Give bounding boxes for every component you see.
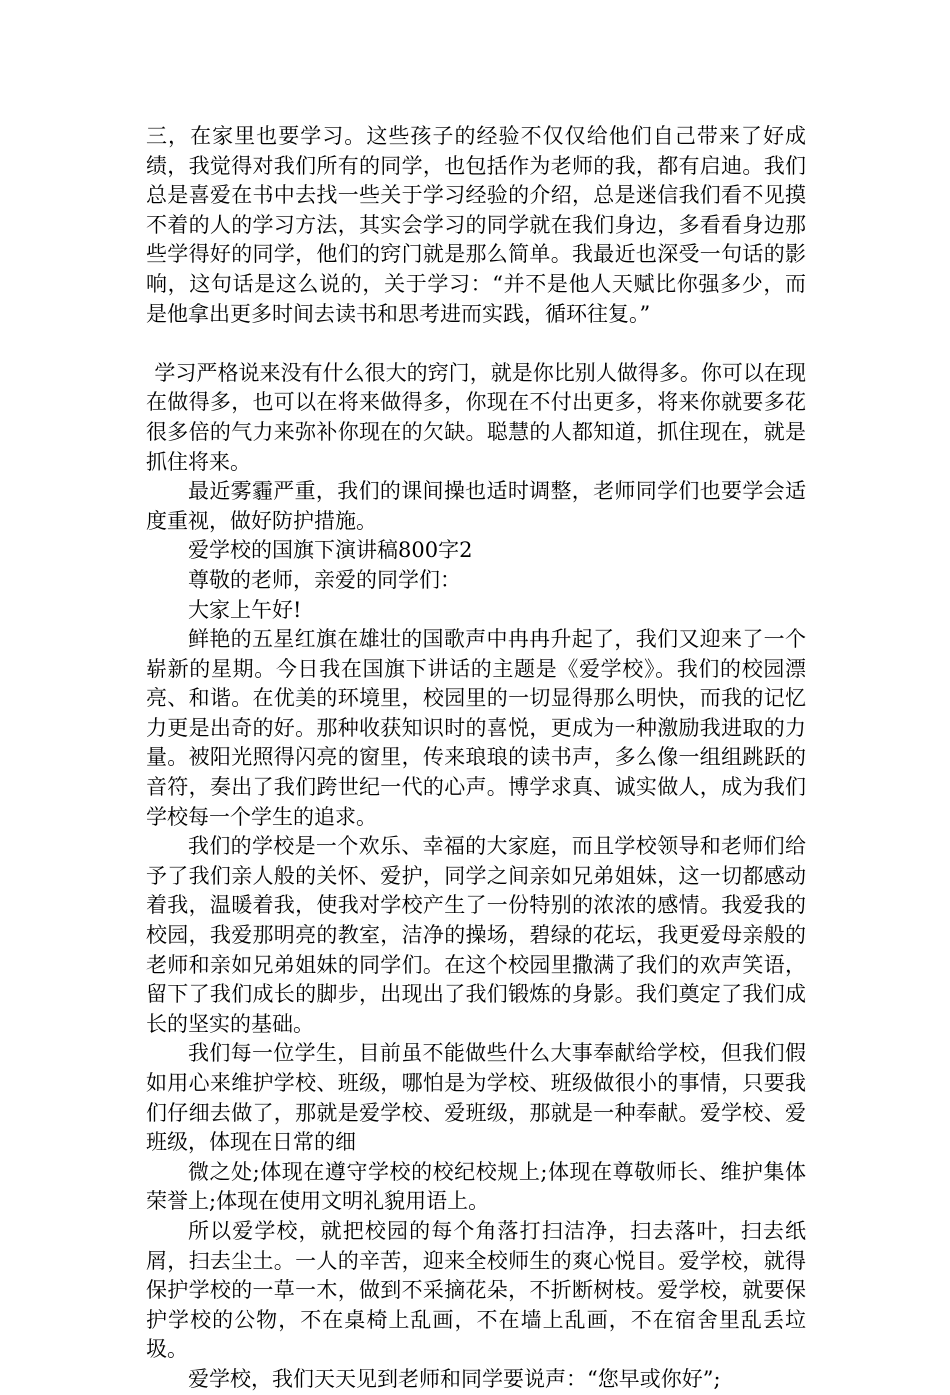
speech-salutation: 尊敬的老师，亲爱的同学们： bbox=[188, 567, 461, 592]
speech-title: 爱学校的国旗下演讲稿800字2 bbox=[188, 538, 473, 563]
paragraph-gap bbox=[146, 329, 806, 359]
paragraph-flag-raising: 鲜艳的五星红旗在雄壮的国歌声中冉冉升起了，我们又迎来了一个崭新的星期。今日我在国旗下讲话的主题是《爱学校》。我们的校园漂亮、和谐。在优美的环境里，校园里的一切显得那么明快，而我的记忆力更是出奇的好。那种收获知识时的喜悦，更成为一种激励我进取的力量。被阳光照得闪亮的窗里，传来琅琅的读书声，多么像一组组跳跃的音符，奏出了我们跨世纪一代的心声。博学求真、诚实做人，成为我们学校每一个学生的追求。 bbox=[146, 627, 806, 829]
paragraph-details: 微之处;体现在遵守学校的校纪校规上;体现在尊敬师长、维护集体荣誉上;体现在使用文明礼貌用语上。 bbox=[146, 1159, 806, 1214]
paragraph-cleaning: 所以爱学校，就把校园的每个角落打扫洁净，扫去落叶，扫去纸屑，扫去尘土。一人的辛苦，迎来全校师生的爽心悦目。爱学校，就得保护学校的一草一木，做到不采摘花朵，不折断树枝。爱学校，就要保护学校的公物，不在桌椅上乱画，不在墙上乱画，不在宿舍里乱丢垃圾。 bbox=[146, 1218, 806, 1362]
paragraph-contribution: 我们每一位学生，目前虽不能做些什么大事奉献给学校，但我们假如用心来维护学校、班级，哪怕是为学校、班级做很小的事情，只要我们仔细去做了，那就是爱学校、爱班级，那就是一种奉献。爱学校、爱班级，体现在日常的细 bbox=[146, 1041, 806, 1155]
paragraph-school-family: 我们的学校是一个欢乐、幸福的大家庭，而且学校领导和老师们给予了我们亲人般的关怀、爱护，同学之间亲如兄弟姐妹，这一切都感动着我，温暖着我，使我对学校产生了一份特别的浓浓的感情。我爱我的校园，我爱那明亮的教室，洁净的操场，碧绿的花坛，我更爱母亲般的老师和亲如兄弟姐妹的同学们。在这个校园里撒满了我们的欢声笑语，留下了我们成长的脚步，出现出了我们锻炼的身影。我们奠定了我们成长的坚实的基础。 bbox=[146, 834, 806, 1036]
paragraph-greetings: 爱学校，我们天天见到老师和同学要说声：“您早或你好”; bbox=[188, 1366, 721, 1391]
speech-greeting: 大家上午好! bbox=[188, 597, 302, 622]
paragraph-study-experience: 三，在家里也要学习。这些孩子的经验不仅仅给他们自己带来了好成绩，我觉得对我们所有的同学，也包括作为老师的我，都有启迪。我们总是喜爱在书中去找一些关于学习经验的介绍，总是迷信我们看不见摸不着的人的学习方法，其实会学习的同学就在我们身边，多看看身边那些学得好的同学，他们的窍门就是那么简单。我最近也深受一句话的影响，这句话是这么说的，关于学习：“并不是他人天赋比你强多少，而是他拿出更多时间去读书和思考进而实践，循环往复。” bbox=[146, 124, 806, 326]
document-page bbox=[146, 122, 806, 1395]
paragraph-smog-notice: 最近雾霾严重，我们的课间操也适时调整，老师同学们也要学会适度重视，做好防护措施。 bbox=[146, 479, 806, 533]
paragraph-study-tips: 学习严格说来没有什么很大的窍门，就是你比别人做得多。你可以在现在做得多，也可以在将来做得多，你现在不付出更多，将来你就要多花很多倍的气力来弥补你现在的欠缺。聪慧的人都知道，抓住现在，就是抓住将来。 bbox=[146, 360, 806, 474]
